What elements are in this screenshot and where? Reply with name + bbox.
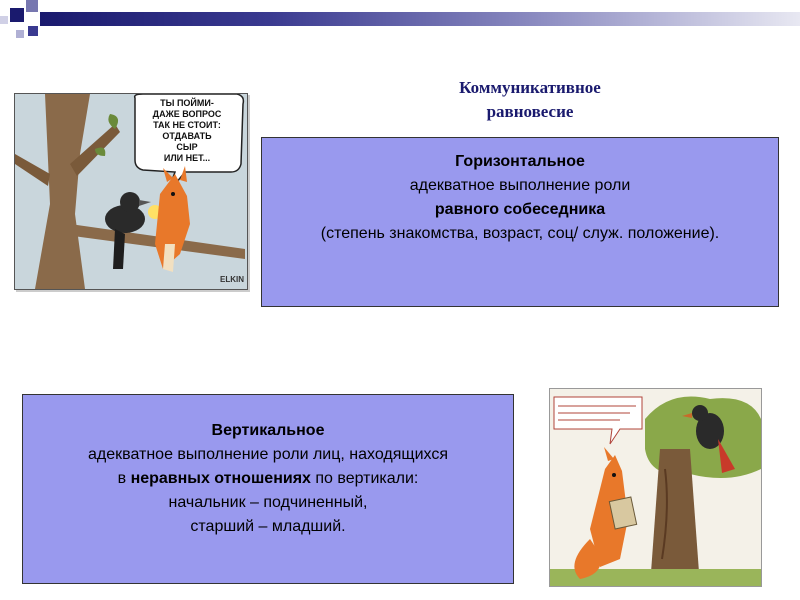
header-square: [28, 26, 38, 36]
speech-text: ИЛИ НЕТ...: [163, 153, 211, 163]
horizontal-line: равного собеседника: [434, 201, 606, 218]
header-square: [26, 0, 38, 12]
speech-text: СЫР: [176, 142, 198, 152]
header-square: [16, 30, 24, 38]
title-line: Коммуникативное: [459, 78, 601, 97]
vertical-balance-box: [22, 394, 514, 584]
vertical-line: адекватное выполнение роли лиц, находящихся: [88, 446, 448, 463]
horizontal-line: (степень знакомства, возраст, соц/ служ. положение).: [320, 225, 720, 242]
header-gradient-bar: [40, 12, 800, 26]
slide-title: [410, 76, 650, 124]
vertical-line: в неравных отношениях по вертикали:: [117, 470, 419, 487]
vertical-heading: Вертикальное: [211, 422, 325, 439]
vertical-line: начальник – подчиненный,: [168, 494, 368, 511]
speech-text: ТЫ ПОЙМИ-: [160, 98, 214, 108]
speech-text: ДАЖЕ ВОПРОС: [152, 109, 222, 119]
header-square: [0, 16, 8, 24]
horizontal-heading: Горизонтальное: [455, 153, 585, 170]
cartoon-fox-tree-image: [549, 388, 762, 587]
horizontal-line: адекватное выполнение роли: [409, 177, 631, 194]
speech-text: ОТДАВАТЬ: [162, 131, 212, 141]
speech-text: ТАК НЕ СТОИТ:: [153, 120, 221, 130]
cartoon-signature: ELKIN: [220, 275, 244, 284]
title-line: равновесие: [486, 102, 574, 121]
cartoon-fox-crow-image: [14, 93, 248, 290]
horizontal-balance-box: [261, 137, 779, 307]
vertical-line: старший – младший.: [190, 518, 346, 535]
header-square: [10, 8, 24, 22]
